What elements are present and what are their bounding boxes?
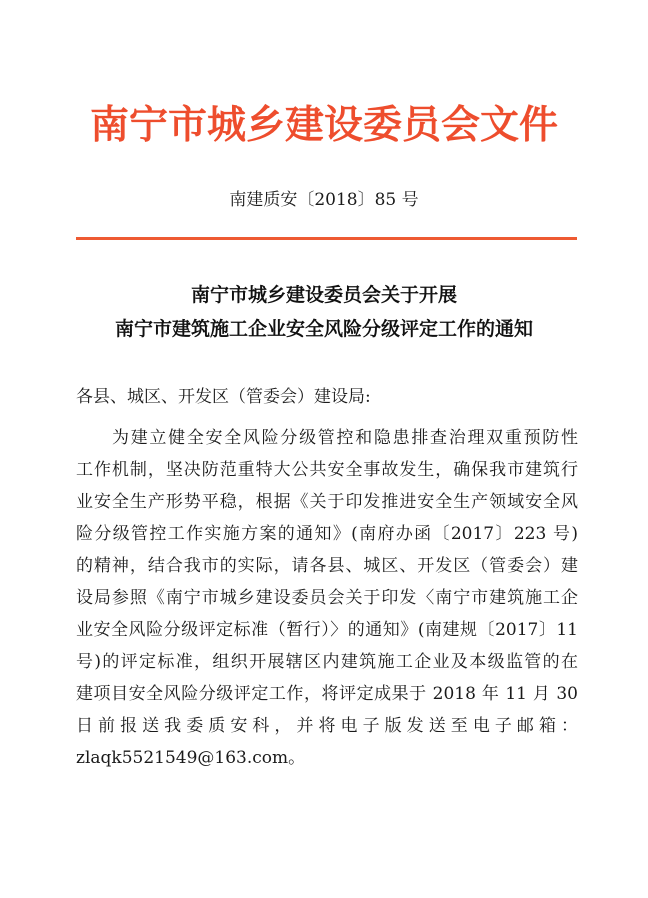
- red-divider-line: [76, 237, 577, 240]
- body-line-1: 为建立健全安全风险分级管控和隐患排查治理双重预防性: [112, 428, 578, 448]
- body-line-3: 业安全生产形势平稳，根据《关于印发推进安全生产领域安全风: [76, 492, 578, 512]
- body-line-10: 日前报送我委质安科，并将电子版发送至电子邮箱：: [76, 716, 578, 736]
- email-address: zlaqk5521549@163.com。: [76, 748, 306, 768]
- document-number: 南建质安〔2018〕85 号: [229, 190, 419, 210]
- document-header-title: 南宁市城乡建设委员会文件: [89, 102, 558, 148]
- body-line-8: 号)的评定标准，组织开展辖区内建筑施工企业及本级监管的在: [76, 652, 578, 672]
- body-line-4: 险分级管控工作实施方案的通知》(南府办函〔2017〕223 号): [76, 524, 578, 544]
- body-line-7: 业安全风险分级评定标准（暂行）〉的通知》(南建规〔2017〕11: [76, 620, 578, 640]
- body-line-9: 建项目安全风险分级评定工作，将评定成果于 2018 年 11 月 30: [76, 684, 578, 704]
- body-line-5: 的精神，结合我市的实际，请各县、城区、开发区（管委会）建: [76, 556, 578, 576]
- addressee: 各县、城区、开发区（管委会）建设局:: [76, 387, 371, 407]
- notice-title-line-1: 南宁市城乡建设委员会关于开展: [190, 284, 457, 306]
- notice-title-line-2: 南宁市建筑施工企业安全风险分级评定工作的通知: [114, 318, 533, 340]
- body-line-2: 工作机制，坚决防范重特大公共安全事故发生，确保我市建筑行: [76, 460, 578, 480]
- body-line-6: 设局参照《南宁市城乡建设委员会关于印发〈南宁市建筑施工企: [76, 588, 578, 608]
